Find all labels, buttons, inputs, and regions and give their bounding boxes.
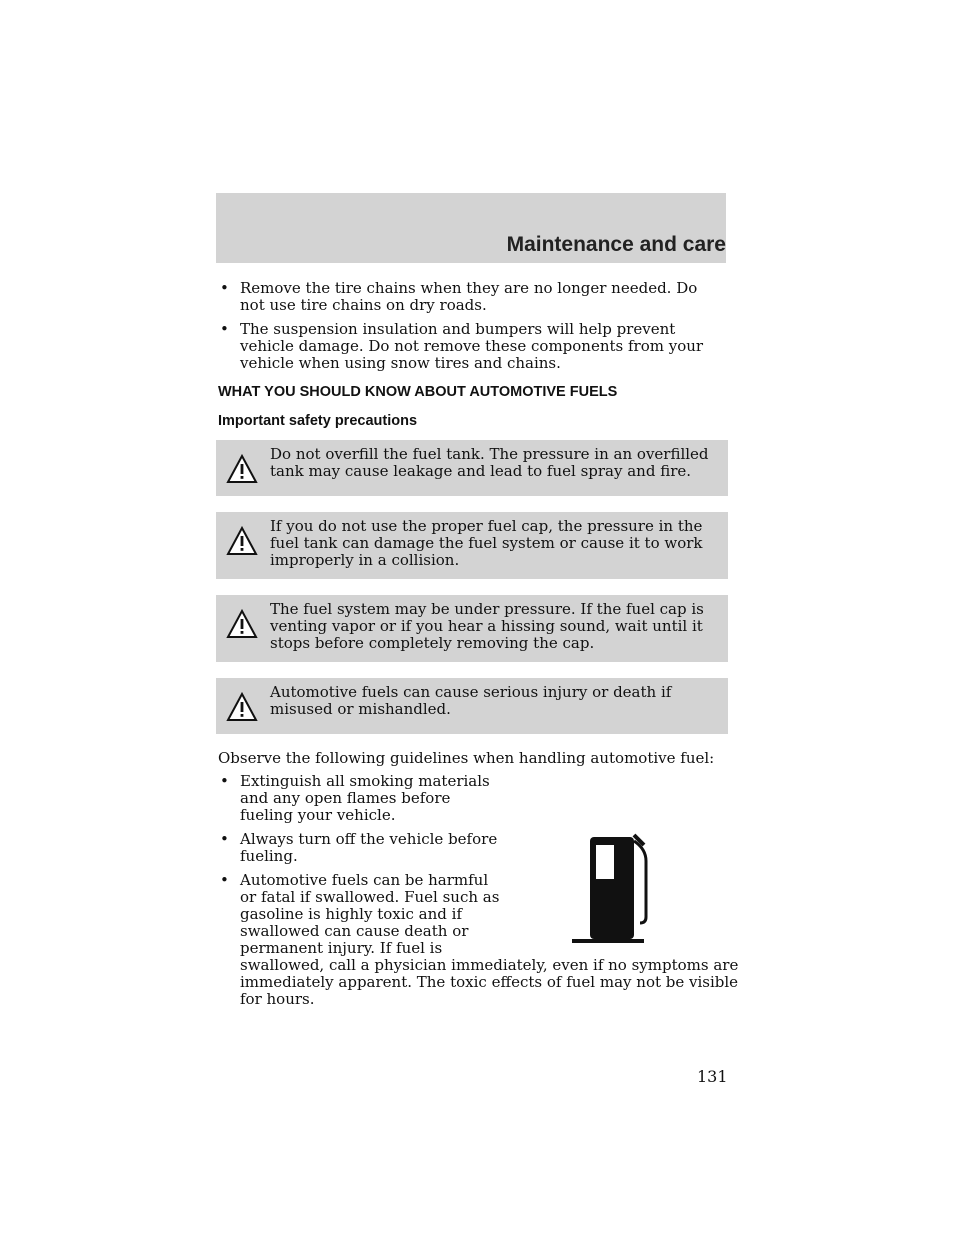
bullet-dot: • [220,830,229,848]
warning-triangle-icon [226,454,258,484]
warning-text: The fuel system may be under pressure. If the fuel cap is venting vapor or if you hear a hissing sound, wait until it stops before completely removing the cap. [270,600,704,652]
warning-triangle-icon [226,692,258,722]
warning-text: If you do not use the proper fuel cap, the pressure in the fuel tank can damage the fuel system or cause it to work improperly in a collision. [270,517,703,569]
section-heading: WHAT YOU SHOULD KNOW ABOUT AUTOMOTIVE FUELS [218,384,618,400]
page-header-title: Maintenance and care [506,233,726,256]
warning-text: Automotive fuels can cause serious injury or death if misused or mishandled. [270,683,672,718]
illustration-spacer [504,872,740,956]
header-band [216,193,726,263]
guideline-item [218,773,505,824]
guideline-item [218,872,740,1008]
warning-triangle-icon [226,609,258,639]
page-number: 131 [697,1067,728,1086]
guideline-text: Automotive fuels can be harmful or fatal if swallowed. Fuel such as gasoline is highly toxic and if swallowed can cause death or permanent injury. If fuel is swallowed, call a physician immediately, even if no symptoms are immediately apparent. The toxic effects of fuel may not be visible for hours. [240,871,739,1008]
sub-heading: Important safety precautions [218,413,418,429]
guideline-text: Always turn off the vehicle before fueling. [240,830,498,865]
warning-box [216,440,728,496]
bullet-text: Remove the tire chains when they are no longer needed. Do not use tire chains on dry roads. [240,279,698,314]
guideline-text: Extinguish all smoking materials and any open flames before fueling your vehicle. [240,772,490,824]
bullet-dot: • [220,320,229,338]
warning-box [216,595,728,662]
bullet-text: The suspension insulation and bumpers will help prevent vehicle damage. Do not remove these components from your vehicle when using snow tires and chains. [240,320,704,372]
warning-box [216,512,728,579]
bullet-item [218,321,726,372]
warning-box [216,678,728,734]
page-content [218,279,739,1015]
bullet-dot: • [220,871,229,889]
guidelines-intro: Observe the following guidelines when handling automotive fuel: [218,749,715,767]
bullet-dot: • [220,772,229,790]
bullet-dot: • [220,279,229,297]
guideline-item [218,831,505,865]
warning-triangle-icon [226,526,258,556]
guidelines-list [218,772,739,1008]
warning-text: Do not overfill the fuel tank. The pressure in an overfilled tank may cause leakage and lead to fuel spray and fire. [270,445,709,480]
bullet-item [218,280,726,314]
